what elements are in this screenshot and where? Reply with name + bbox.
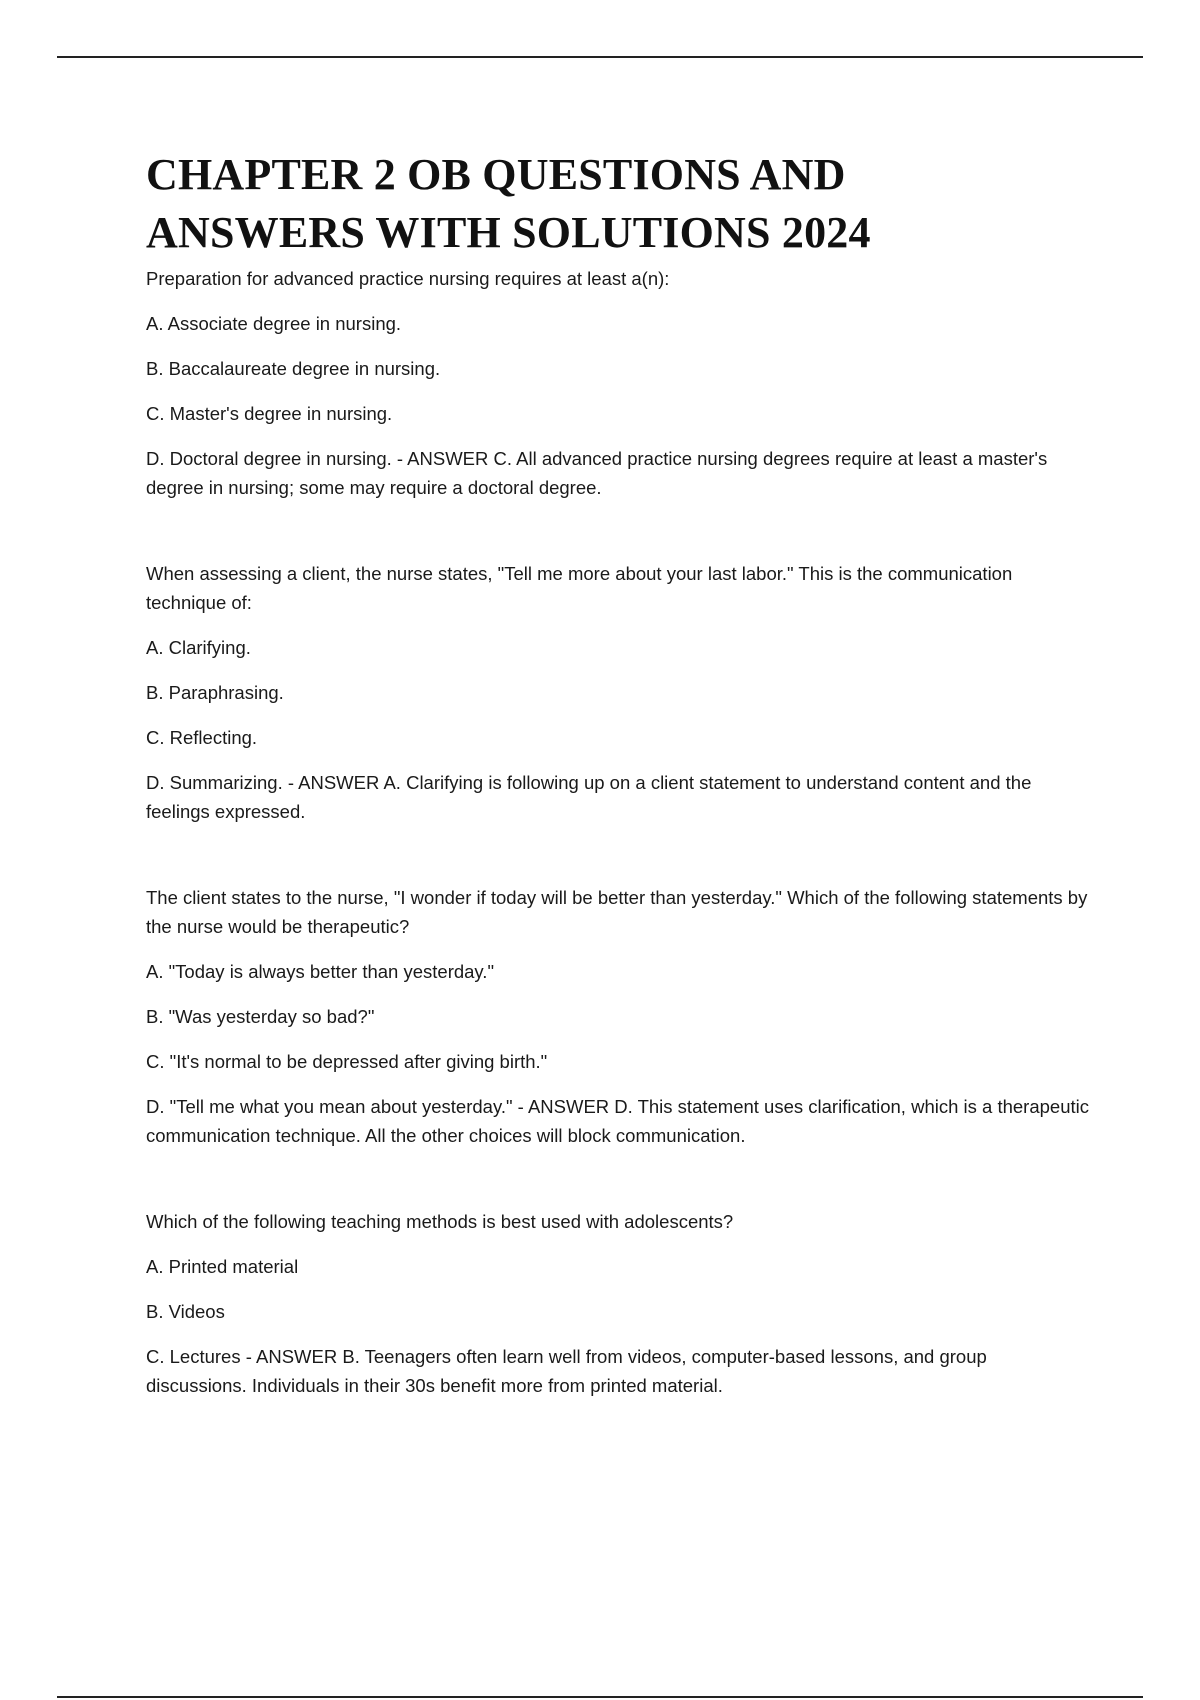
answer-option: B. Baccalaureate degree in nursing.	[146, 358, 441, 379]
answer-option: B. "Was yesterday so bad?"	[146, 1006, 375, 1027]
question-block-1	[146, 264, 1091, 502]
answer-option: A. "Today is always better than yesterday."	[146, 961, 495, 982]
question-text: The client states to the nurse, "I wonder if today will be better than yesterday." Which of the following statements by the nurse would be therapeutic?	[146, 887, 1088, 937]
answer-option-with-solution: D. Summarizing. - ANSWER A. Clarifying is following up on a client statement to understand content and the feelings expressed.	[146, 772, 1032, 822]
answer-option: B. Paraphrasing.	[146, 682, 284, 703]
document-body	[146, 146, 1091, 1457]
answer-option: B. Videos	[146, 1301, 225, 1322]
bottom-rule	[57, 1696, 1143, 1698]
answer-option: C. "It's normal to be depressed after giving birth."	[146, 1051, 548, 1072]
answer-option: A. Clarifying.	[146, 637, 251, 658]
answer-option-with-solution: D. "Tell me what you mean about yesterday." - ANSWER D. This statement uses clarification, which is a therapeutic communication technique. All the other choices will block communication.	[146, 1096, 1089, 1146]
question-text: Preparation for advanced practice nursing requires at least a(n):	[146, 268, 670, 289]
answer-option: A. Printed material	[146, 1256, 299, 1277]
question-block-4	[146, 1207, 1091, 1400]
question-block-3	[146, 883, 1091, 1150]
answer-option: A. Associate degree in nursing.	[146, 313, 402, 334]
answer-option: C. Master's degree in nursing.	[146, 403, 393, 424]
document-title	[146, 146, 1091, 262]
question-text: Which of the following teaching methods is best used with adolescents?	[146, 1211, 734, 1232]
answer-option: C. Reflecting.	[146, 727, 258, 748]
answer-option-with-solution: D. Doctoral degree in nursing. - ANSWER C. All advanced practice nursing degrees require at least a master's degree in nursing; some may require a doctoral degree.	[146, 448, 1048, 498]
question-text: When assessing a client, the nurse states, "Tell me more about your last labor." This is the communication technique of:	[146, 563, 1013, 613]
top-rule	[57, 56, 1143, 58]
title-line-2: ANSWERS WITH SOLUTIONS 2024	[146, 208, 871, 257]
question-block-2	[146, 559, 1091, 826]
answer-option-with-solution: C. Lectures - ANSWER B. Teenagers often learn well from videos, computer-based lessons, and group discussions. Individuals in their 30s benefit more from printed material.	[146, 1346, 987, 1396]
title-line-1: CHAPTER 2 OB QUESTIONS AND	[146, 150, 846, 199]
